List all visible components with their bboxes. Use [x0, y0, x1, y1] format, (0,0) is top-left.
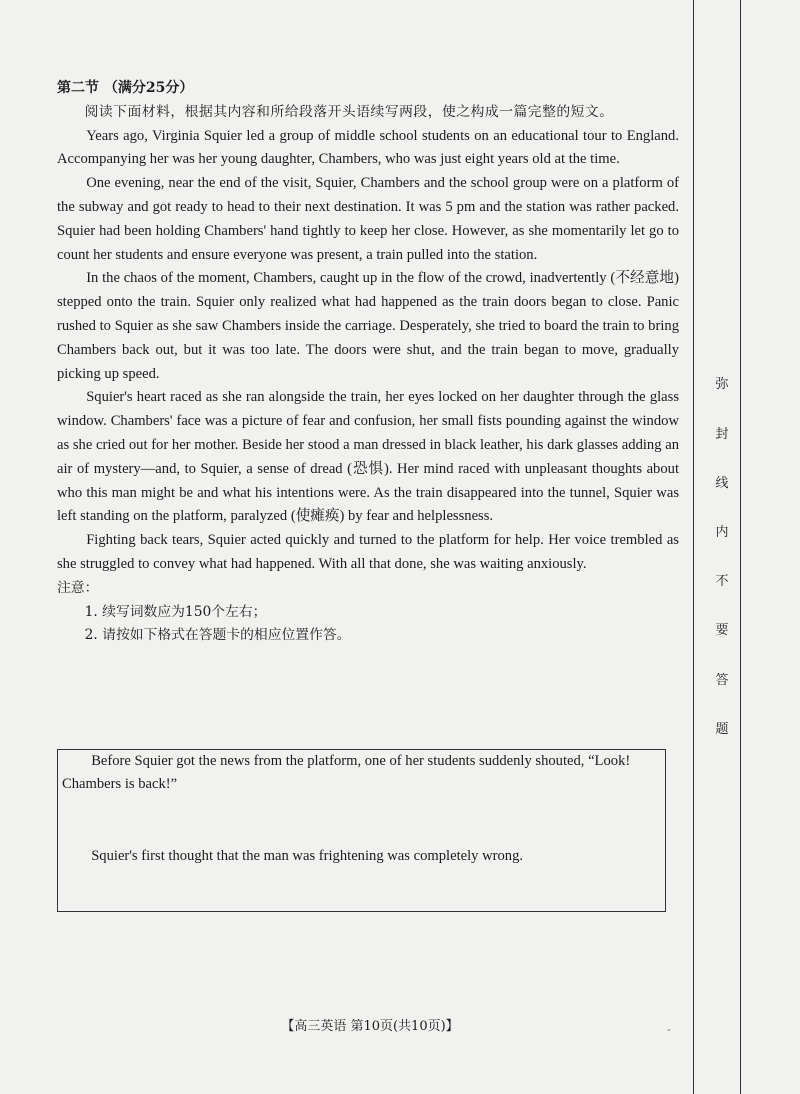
opening-sentence-2: Squier's first thought that the man was frightening was completely wrong.	[91, 848, 524, 864]
binding-char: 内	[715, 525, 729, 540]
story-paragraph: Squier's heart raced as she ran alongside the train, her eyes locked on her daughter through the glass window. Chambers' face was a picture of fear and confusion, her small fists pounding against the window as she cried out for her mother. Beside her stood a man dressed in black leather, his dark glasses adding an air of mystery—and, to Squier, a sense of dread (恐惧). Her mind raced with unpleasant thoughts about who this man might be and what his intentions were. As the train disappeared into the tunnel, Squier was left standing on the platform, paralyzed (使瘫痪) by fear and helplessness.	[57, 389, 679, 525]
opening-sentence-1: Before Squier got the news from the platform, one of her students suddenly shouted, “Look! Chambers is back!”	[62, 753, 631, 792]
binding-char: 封	[715, 427, 729, 442]
section-title: 第二节 （满分25分）	[57, 80, 194, 96]
note-item: 1. 续写词数应为150个左右；	[84, 603, 267, 620]
story-paragraph: Years ago, Virginia Squier led a group of middle school students on an educational tour to England. Accompanying her was her young daughter, Chambers, who was just eight years old at the time.	[57, 127, 679, 168]
note-item: 2. 请按如下格式在答题卡的相应位置作答。	[84, 627, 351, 644]
binding-char: 要	[715, 623, 729, 638]
instruction: 阅读下面材料，根据其内容和所给段落开头语续写两段，使之构成一篇完整的短文。	[84, 103, 614, 120]
story-paragraph: One evening, near the end of the visit, Squier, Chambers and the school group were on a platform of the subway and got ready to head to their next destination. It was 5 pm and the station was rather packed. Squier had been holding Chambers' hand tightly to keep her close. However, as she momentarily let go to count her students and ensure everyone was present, a train pulled into the station.	[57, 175, 679, 263]
notes-title: 注意：	[57, 579, 99, 596]
binding-char: 线	[715, 476, 729, 491]
page-footer: 【高三英语 第10页(共10页)】	[281, 1019, 459, 1034]
binding-char: 弥	[715, 377, 729, 392]
answer-box	[57, 749, 666, 912]
scan-mark: -	[667, 1023, 671, 1036]
binding-line-left	[693, 0, 694, 1094]
story-paragraph: In the chaos of the moment, Chambers, caught up in the flow of the crowd, inadvertently (不经意地) stepped onto the train. Squier only realized what had happened as the train doors began to close. Panic rushed to Squier as she saw Chambers inside the carriage. Desperately, she tried to board the train to bring Chambers back out, but it was too late. The doors were shut, and the train began to move, gradually picking up speed.	[57, 270, 679, 382]
binding-char: 答	[715, 673, 729, 688]
binding-line-right	[740, 0, 741, 1094]
story-paragraph: Fighting back tears, Squier acted quickly and turned to the platform for help. Her voice trembled as she struggled to convey what had happened. With all that done, she was waiting anxiously.	[57, 532, 679, 572]
binding-char: 不	[715, 574, 729, 589]
binding-char: 题	[715, 722, 729, 737]
main-content	[57, 77, 679, 648]
